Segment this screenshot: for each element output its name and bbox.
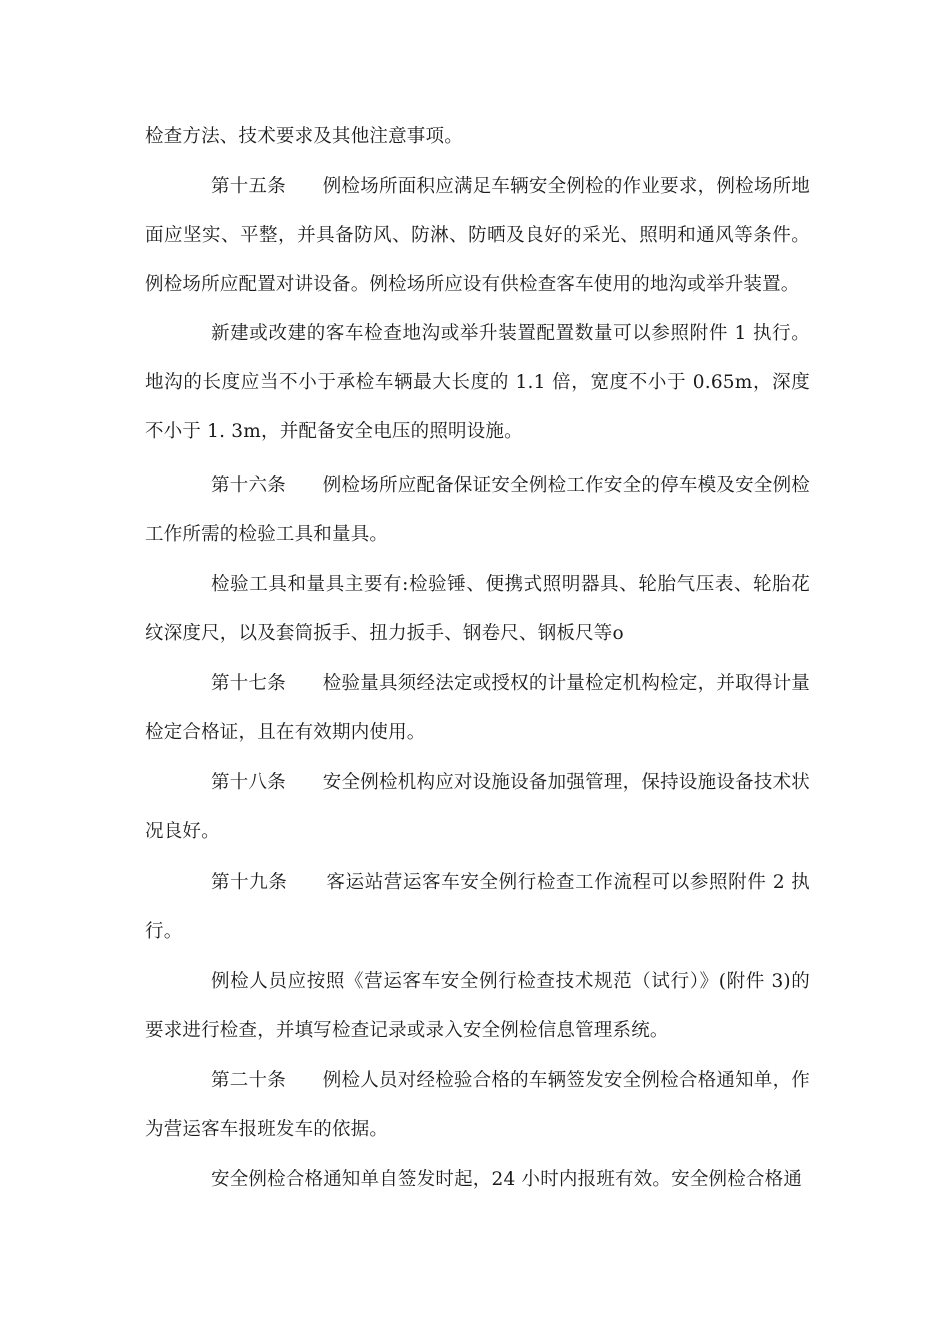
paragraph-continuation xyxy=(145,112,810,161)
article-number: 第十七条 xyxy=(211,673,286,694)
paragraph-article-15 xyxy=(145,162,810,309)
paragraph-article-20-second xyxy=(145,1155,810,1204)
paragraph-text: 新建或改建的客车检查地沟或举升装置配置数量可以参照附件 1 执行。地沟的长度应当不小于承检车辆最大长度的 1.1 倍，宽度不小于 0.65m，深度不小于 1. 3m，并配备安全电压的照明设施。 xyxy=(145,323,810,442)
paragraph-text: 检查方法、技术要求及其他注意事项。 xyxy=(145,126,463,147)
paragraph-text: 检验量具须经法定或授权的计量检定机构检定，并取得计量检定合格证，且在有效期内使用。 xyxy=(145,673,811,743)
paragraph-article-18 xyxy=(145,758,810,856)
paragraph-text: 例检人员对经检验合格的车辆签发安全例检合格通知单，作为营运客车报班发车的依据。 xyxy=(145,1070,811,1140)
paragraph-text: 检验工具和量具主要有:检验锤、便携式照明器具、轮胎气压表、轮胎花纹深度尺，以及套筒扳手、扭力扳手、钢卷尺、钢板尺等o xyxy=(145,574,810,644)
paragraph-article-20 xyxy=(145,1056,810,1154)
paragraph-article-16-second xyxy=(145,560,810,658)
article-number: 第十九条 xyxy=(211,872,288,893)
paragraph-article-19 xyxy=(145,858,810,956)
article-number: 第十八条 xyxy=(211,772,286,793)
paragraph-text: 客运站营运客车安全例行检查工作流程可以参照附件 2 执行。 xyxy=(145,872,810,942)
paragraph-text: 例检场所应配备保证安全例检工作安全的停车模及安全例检工作所需的检验工具和量具。 xyxy=(145,475,811,545)
paragraph-text: 安全例检合格通知单自签发时起，24 小时内报班有效。安全例检合格通 xyxy=(211,1169,803,1190)
paragraph-article-19-second xyxy=(145,957,810,1055)
paragraph-text: 例检场所面积应满足车辆安全例检的作业要求，例检场所地面应坚实、平整，并具备防风、防淋、防晒及良好的采光、照明和通风等条件。例检场所应配置对讲设备。例检场所应设有供检查客车使用的地沟或举升装置。 xyxy=(145,176,811,295)
paragraph-text: 例检人员应按照《营运客车安全例行检查技术规范（试行）》(附件 3)的要求进行检查，并填写检查记录或录入安全例检信息管理系统。 xyxy=(145,971,810,1041)
paragraph-text: 安全例检机构应对设施设备加强管理，保持设施设备技术状况良好。 xyxy=(145,772,811,842)
article-number: 第十六条 xyxy=(211,475,286,496)
paragraph-article-16 xyxy=(145,461,810,559)
paragraph-article-17 xyxy=(145,659,810,757)
article-number: 第十五条 xyxy=(211,176,286,197)
paragraph-article-15-second xyxy=(145,309,810,456)
article-number: 第二十条 xyxy=(211,1070,286,1091)
